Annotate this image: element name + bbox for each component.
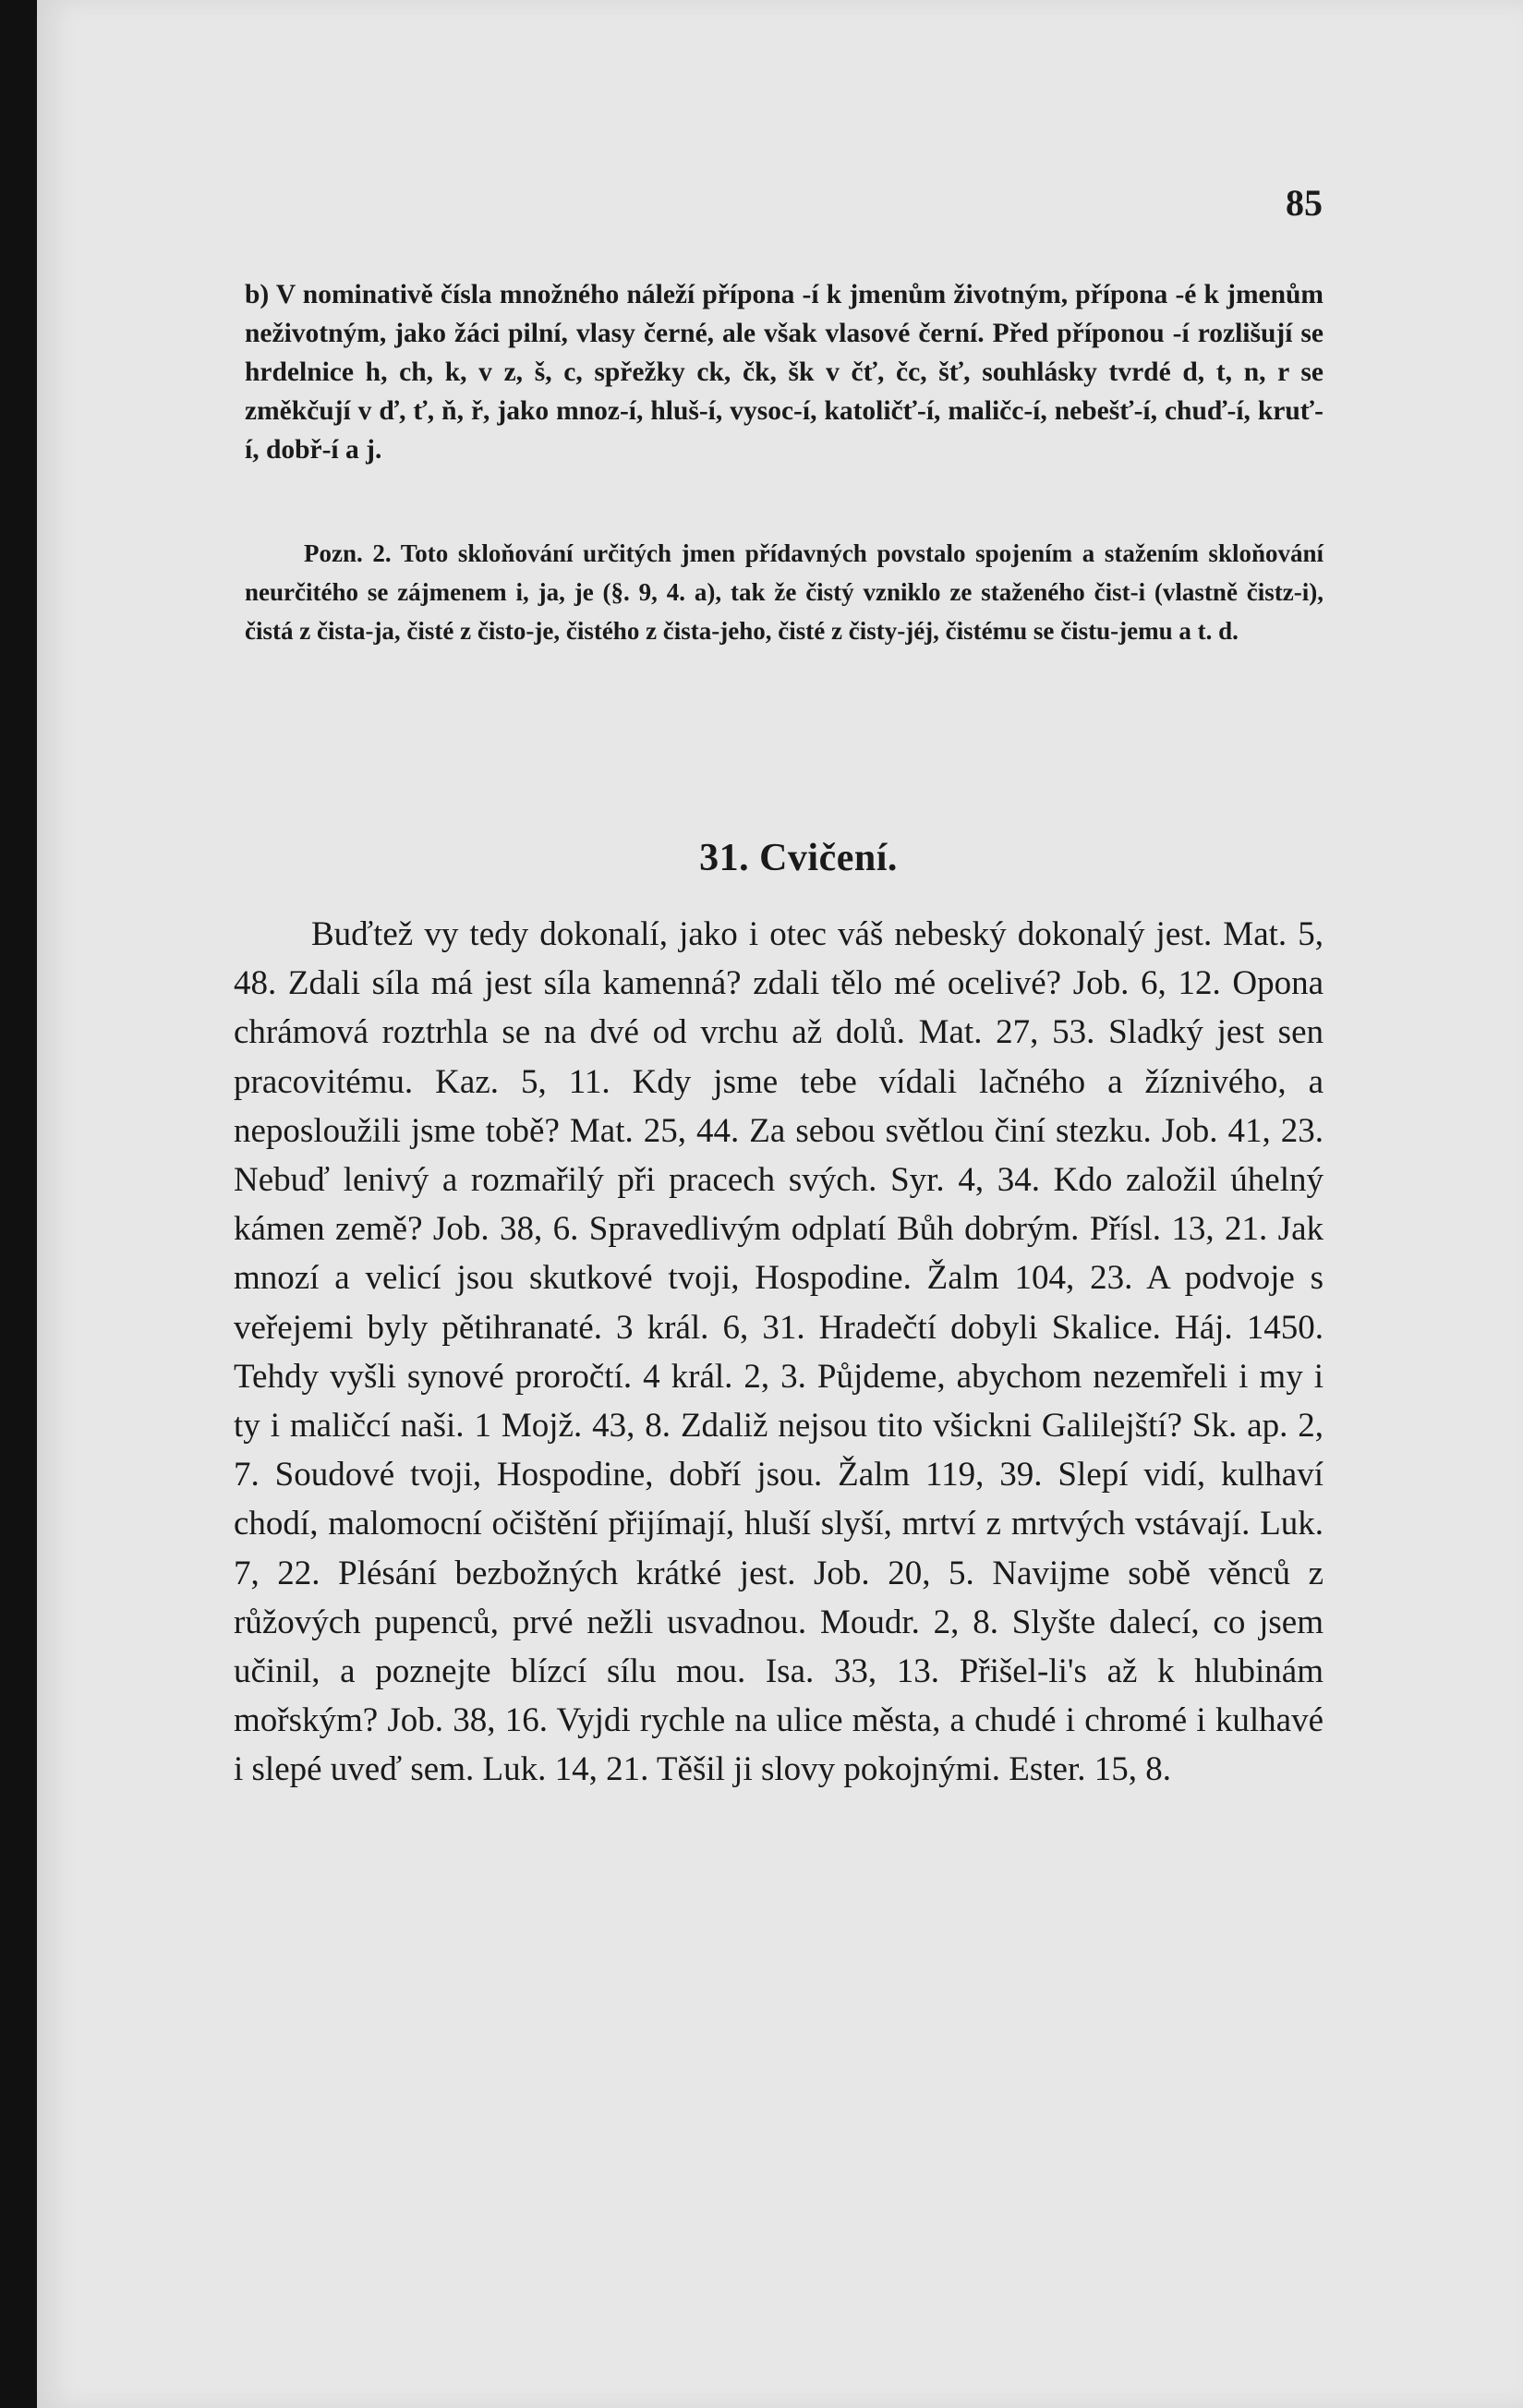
- note-paragraph: Pozn. 2. Toto skloňování určitých jmen přídavných povstalo spojením a stažením skloňování neurčitého se zájmenem i, ja, je (§. 9, 4. a), tak že čistý vzniklo ze staženého čist-i (vlastně čistz-i), čistá z čista-ja, čisté z čisto-je, čistého z čista-jeho, čisté z čisty-jéj, čistému se čistu-jemu a t. d.: [245, 539, 1324, 645]
- book-page: [37, 0, 1523, 2408]
- exercise-heading: 31. Cvičení.: [699, 837, 898, 879]
- section-b-paragraph: b) V nominativě čísla množného náleží přípona -í k jmenům životným, přípona -é k jmenům neživotným, jako žáci pilní, vlasy černé, ale však vlasové černí. Před příponou -í rozlišují se hrdelnice h, ch, k, v z, š, c, spřežky ck, čk, šk v čť, čc, šť, souhlásky tvrdé d, t, n, r se změkčují v ď, ť, ň, ř, jako mnoz-í, hluš-í, vysoc-í, katoličť-í, maličc-í, nebešť-í, chuď-í, kruť-í, dobř-í a j.: [245, 280, 1324, 465]
- page-number: 85: [1286, 182, 1323, 224]
- exercise-text: Buďtež vy tedy dokonalí, jako i otec váš nebeský dokonalý jest. Mat. 5, 48. Zdali síla má jest síla kamenná? zdali tělo mé ocelivé? Job. 6, 12. Opona chrámová roztrhla se na dvé od vrchu až dolů. Mat. 27, 53. Sladký jest sen pracovitému. Kaz. 5, 11. Kdy jsme tebe vídali lačného a žíznivého, a neposloužili jsme tobě? Mat. 25, 44. Za sebou světlou činí stezku. Job. 41, 23. Nebuď lenivý a rozmařilý při pracech svých. Syr. 4, 34. Kdo založil úhelný kámen země? Job. 38, 6. Spravedlivým odplatí Bůh dobrým. Přísl. 13, 21. Jak mnozí a velicí jsou skutkové tvoji, Hospodine. Žalm 104, 23. A podvoje s veřejemi byly pětihranaté. 3 král. 6, 31. Hradečtí dobyli Skalice. Háj. 1450. Tehdy vyšli synové proročtí. 4 král. 2, 3. Půjdeme, abychom nezemřeli i my i ty i maličcí naši. 1 Mojž. 43, 8. Zdaliž nejsou tito všickni Galilejští? Sk. ap. 2, 7. Soudové tvoji, Hospodine, dobří jsou. Žalm 119, 39. Slepí vidí, kulhaví chodí, malomocní očištění přijímají, hluší slyší, mrtví z mrtvých vstávají. Luk. 7, 22. Plésání bezbožných krátké jest. Job. 20, 5. Navijme sobě věnců z růžových pupenců, prvé nežli usvadnou. Moudr. 2, 8. Slyšte dalecí, co jsem učinil, a poznejte blízcí sílu mou. Isa. 33, 13. Přišel-li's až k hlubinám mořským? Job. 38, 16. Vyjdi rychle na ulice města, a chudé i chromé i kulhavé i slepé uveď sem. Luk. 14, 21. Těšil ji slovy pokojnými. Ester. 15, 8.: [234, 915, 1324, 1789]
